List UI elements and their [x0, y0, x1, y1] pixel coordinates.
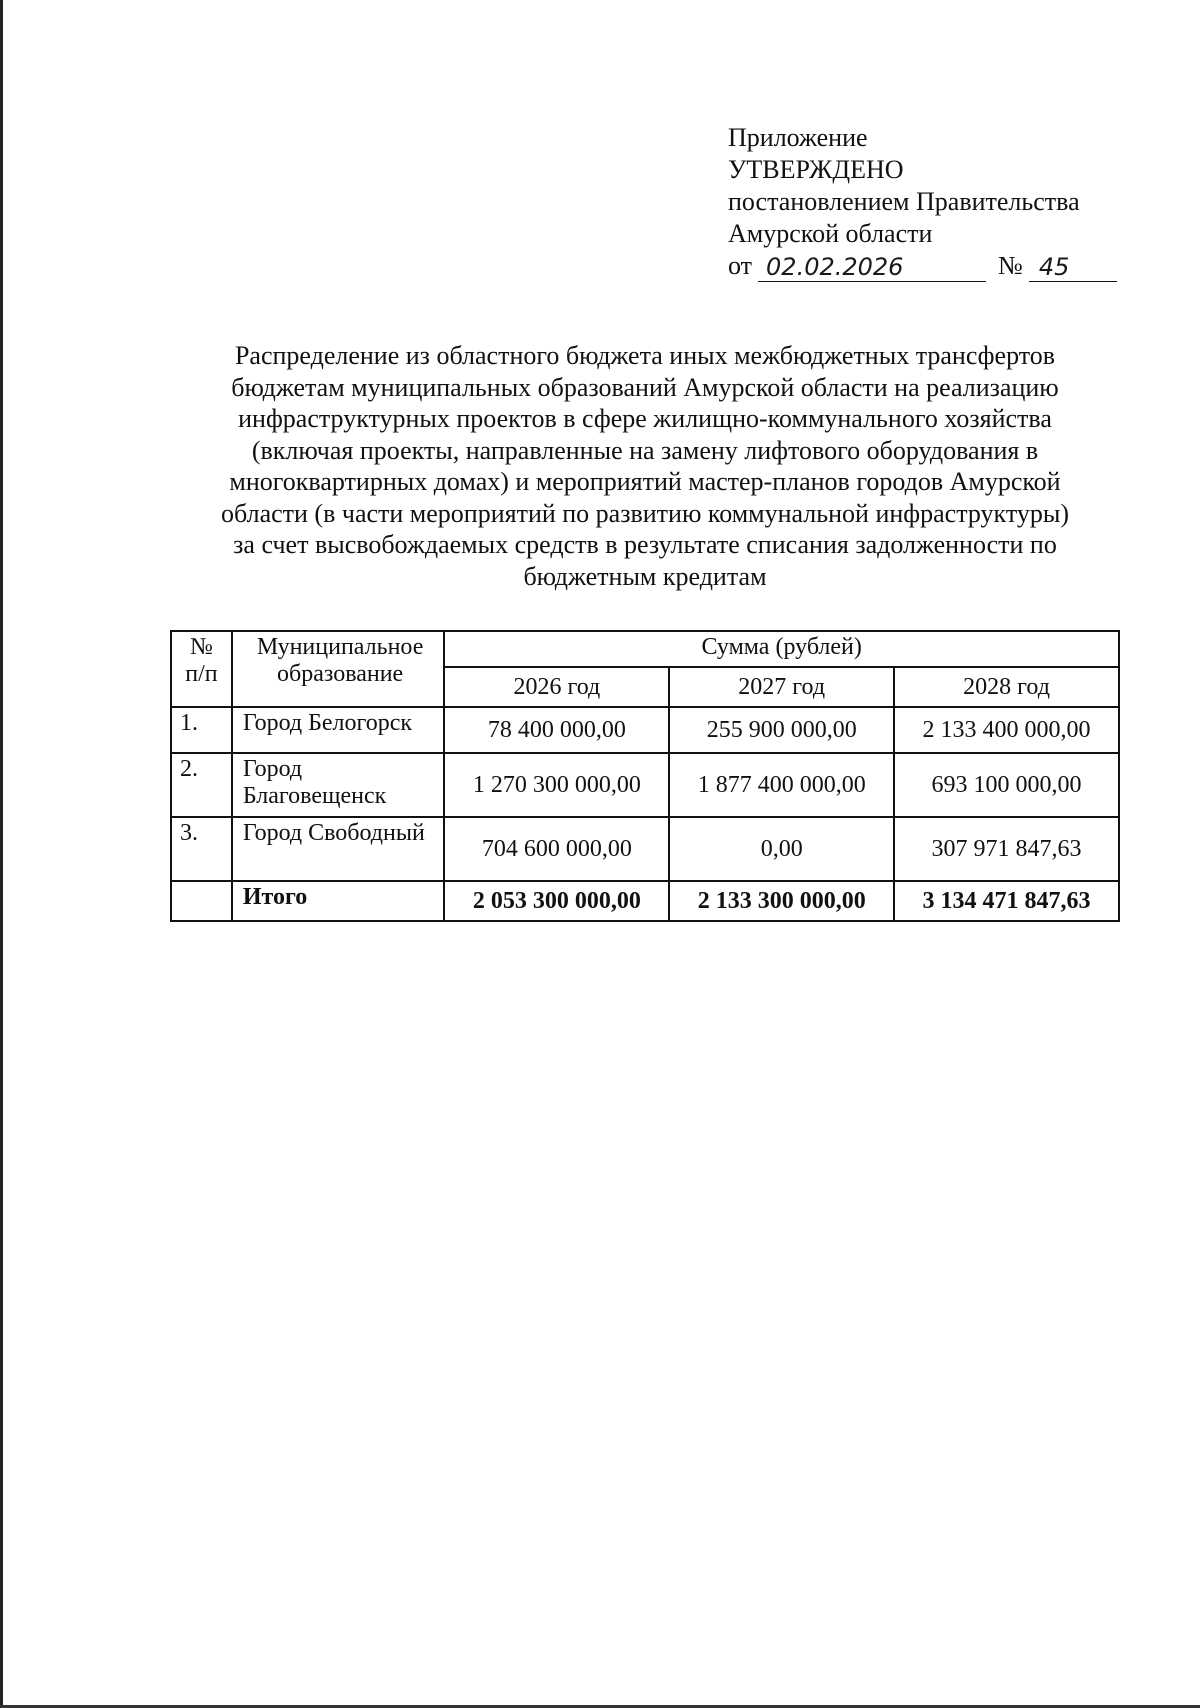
- total-value-2028: 3 134 471 847,63: [894, 881, 1119, 921]
- handwritten-date: 02.02.2026: [758, 252, 986, 282]
- heading-line: области (в части мероприятий по развитию коммунальной инфраструктуры): [221, 498, 1069, 528]
- header-year-2028: 2028 год: [894, 667, 1119, 707]
- heading-line: бюджетным кредитам: [523, 561, 767, 591]
- heading-line: Распределение из областного бюджета иных межбюджетных трансфертов: [234, 341, 1056, 370]
- row-num: 1.: [171, 707, 232, 753]
- scan-edge-left: [0, 0, 3, 1708]
- document-heading: [170, 340, 1120, 592]
- table-row: [171, 817, 1119, 881]
- table-total-row: [171, 881, 1119, 921]
- approval-appendix: Приложение: [728, 123, 868, 152]
- header-year-2027: 2027 год: [669, 667, 894, 707]
- header-num: № п/п: [171, 631, 232, 707]
- row-value-2026: 704 600 000,00: [444, 817, 669, 881]
- total-value-2027: 2 133 300 000,00: [669, 881, 894, 921]
- approval-resolution: постановлением Правительства: [728, 187, 1080, 216]
- row-value-2026: 78 400 000,00: [444, 707, 669, 753]
- heading-line: за счет высвобождаемых средств в результате списания задолженности по: [233, 530, 1057, 559]
- handwritten-number: 45: [1029, 252, 1117, 282]
- total-num-empty: [171, 881, 232, 921]
- approval-region: Амурской области: [728, 219, 933, 248]
- row-value-2026: 1 270 300 000,00: [444, 753, 669, 817]
- row-value-2027: 1 877 400 000,00: [669, 753, 894, 817]
- row-value-2028: 693 100 000,00: [894, 753, 1119, 817]
- row-value-2028: 307 971 847,63: [894, 817, 1119, 881]
- table-row: [171, 753, 1119, 817]
- row-num: 3.: [171, 817, 232, 881]
- table-row: [171, 707, 1119, 753]
- approval-approved: УТВЕРЖДЕНО: [728, 155, 904, 184]
- header-sum: Сумма (рублей): [444, 631, 1119, 667]
- heading-line: (включая проекты, направленные на замену лифтового оборудования в: [251, 435, 1039, 465]
- row-num: 2.: [171, 753, 232, 817]
- approval-block: [728, 122, 1168, 282]
- row-value-2028: 2 133 400 000,00: [894, 707, 1119, 753]
- row-value-2027: 0,00: [669, 817, 894, 881]
- date-prefix: от: [728, 251, 753, 280]
- heading-line: многоквартирных домах) и мероприятий мастер-планов городов Амурской: [229, 467, 1061, 496]
- header-year-2026: 2026 год: [444, 667, 669, 707]
- approval-date-number-row: [728, 250, 1168, 282]
- table-header-row: [171, 631, 1119, 667]
- row-value-2027: 255 900 000,00: [669, 707, 894, 753]
- heading-line: инфраструктурных проектов в сфере жилищно-коммунального хозяйства: [238, 404, 1052, 433]
- row-municipality: Город Благовещенск: [232, 753, 445, 817]
- heading-line: бюджетам муниципальных образований Амурской области на реализацию: [231, 372, 1059, 402]
- row-municipality: Город Свободный: [232, 817, 445, 881]
- budget-table: [170, 630, 1120, 922]
- row-municipality: Город Белогорск: [232, 707, 445, 753]
- total-value-2026: 2 053 300 000,00: [444, 881, 669, 921]
- number-label: №: [998, 251, 1023, 280]
- header-municipality: Муниципальное образование: [232, 631, 445, 707]
- total-label: Итого: [232, 881, 445, 921]
